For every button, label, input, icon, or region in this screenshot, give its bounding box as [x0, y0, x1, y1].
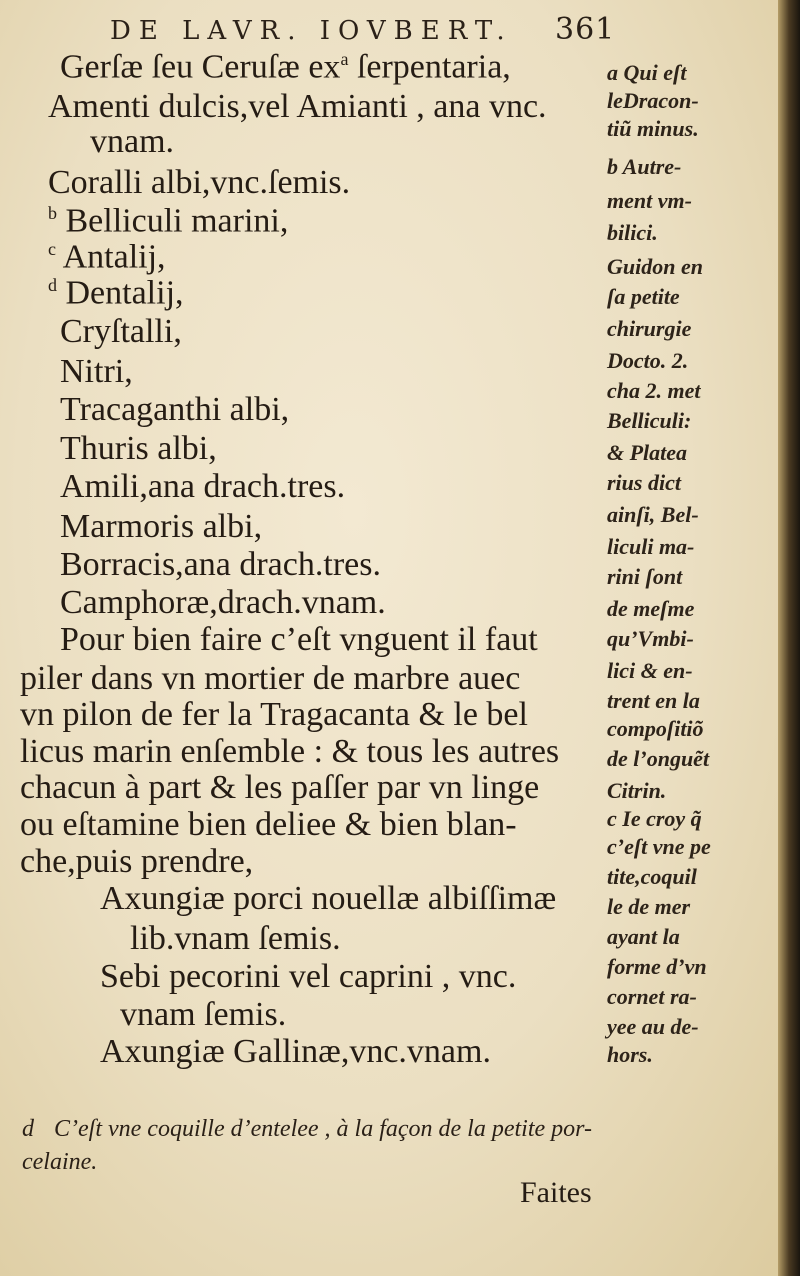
- margin-note-line: & Platea: [607, 440, 688, 465]
- margin-note-line: rius dict: [607, 470, 681, 495]
- line-text: Belliculi marini,: [57, 202, 289, 240]
- margin-note-line: b Autre-: [607, 154, 682, 179]
- line-text: Pour bien faire c’eſt vnguent il faut: [60, 621, 538, 658]
- catchword: Faites: [520, 1176, 592, 1209]
- margin-note-line: bilici.: [607, 220, 658, 245]
- margin-note-line: de l’onguẽt: [607, 746, 710, 771]
- line-text: Amenti dulcis,vel Amianti , ana vnc.: [48, 88, 547, 125]
- line-text: Sebi pecorini vel caprini , vnc.: [100, 958, 517, 995]
- line-text: Tracaganthi albi,: [60, 391, 290, 428]
- line-text: Gerſæ ſeu Ceruſæ ex: [60, 48, 341, 86]
- line-text: Antalij,: [56, 238, 166, 276]
- margin-note-line: leDracon-: [607, 88, 699, 113]
- margin-note-line: c Ie croy q̃: [607, 806, 702, 831]
- line-text: Amili,ana drach.tres.: [60, 468, 346, 505]
- margin-note-line: lici & en-: [607, 658, 693, 683]
- margin-note-line: ainſi, Bel-: [607, 502, 699, 527]
- margin-note-line: le de mer: [607, 894, 691, 919]
- line-text: Dentalij,: [57, 274, 184, 312]
- margin-note-line: trent en la: [607, 688, 700, 713]
- margin-note-line: ayant la: [607, 924, 680, 949]
- margin-note-line: tiũ minus.: [607, 116, 699, 141]
- margin-note-line: Guidon en: [607, 254, 703, 279]
- margin-note-line: forme d’vn: [607, 954, 707, 979]
- footnote-text: C’eſt vne coquille d’entelee , à la façon de la petite por-: [54, 1116, 593, 1142]
- margin-note-line: Citrin.: [607, 778, 667, 803]
- line-text: Nitri,: [60, 353, 133, 390]
- line-text: vn pilon de fer la Tragacanta & le bel: [20, 696, 528, 733]
- line-text: vnam ſemis.: [120, 996, 287, 1033]
- line-text: ſerpentaria,: [348, 48, 511, 86]
- margin-note-line: a Qui eſt: [607, 60, 687, 85]
- line-text: Camphoræ,drach.vnam.: [60, 584, 386, 621]
- margin-note-line: ſa petite: [607, 284, 680, 309]
- margin-note-line: cha 2. met: [607, 378, 701, 403]
- footnote-text-continued: celaine.: [22, 1149, 98, 1175]
- note-marker: a: [340, 49, 349, 69]
- line-text: Axungiæ porci nouellæ albiſſimæ: [100, 880, 557, 917]
- line-text: vnam.: [90, 123, 175, 160]
- margin-note-line: c’eſt vne pe: [607, 834, 711, 859]
- margin-note-line: hors.: [607, 1042, 653, 1067]
- margin-note-line: Belliculi:: [607, 408, 692, 433]
- margin-note-line: cornet ra-: [607, 984, 697, 1009]
- line-text: Borracis,ana drach.tres.: [60, 546, 381, 583]
- margin-note-line: liculi ma-: [607, 534, 695, 559]
- running-title: DE LAVR. IOVBERT.: [110, 16, 513, 46]
- margin-note-line: rini ſont: [607, 564, 683, 589]
- book-binding-edge: [778, 0, 800, 1276]
- line-text: che,puis prendre,: [20, 843, 254, 880]
- line-text: ou eſtamine bien deliee & bien blan-: [20, 806, 517, 843]
- line-text: Axungiæ Gallinæ,vnc.vnam.: [100, 1033, 491, 1070]
- margin-note-line: yee au de-: [607, 1014, 699, 1039]
- line-text: Coralli albi,vnc.ſemis.: [48, 164, 351, 201]
- note-marker: d: [48, 275, 57, 295]
- margin-note-line: compoſitiõ: [607, 716, 704, 741]
- margin-note-line: qu’Vmbi-: [607, 626, 694, 651]
- line-text: lib.vnam ſemis.: [130, 920, 341, 957]
- footnote: [22, 1113, 782, 1179]
- line-text: Cryſtalli,: [60, 313, 182, 350]
- margin-note-line: tite,coquil: [607, 864, 697, 889]
- line-text: Thuris albi,: [60, 430, 217, 467]
- line-text: Marmoris albi,: [60, 508, 263, 545]
- line-text: chacun à part & les paſſer par vn linge: [20, 769, 540, 806]
- line-text: piler dans vn mortier de marbre auec: [20, 660, 521, 697]
- page-number: 361: [555, 12, 616, 47]
- note-marker: c: [48, 239, 56, 259]
- margin-note-line: Docto. 2.: [607, 348, 689, 373]
- margin-note-line: de meſme: [607, 596, 695, 621]
- margin-note-line: chirurgie: [607, 316, 692, 341]
- footnote-mark: d: [22, 1116, 34, 1142]
- line-text: licus marin enſemble : & tous les autres: [20, 733, 560, 770]
- note-marker: b: [48, 203, 57, 223]
- margin-note-line: ment vm-: [607, 188, 692, 213]
